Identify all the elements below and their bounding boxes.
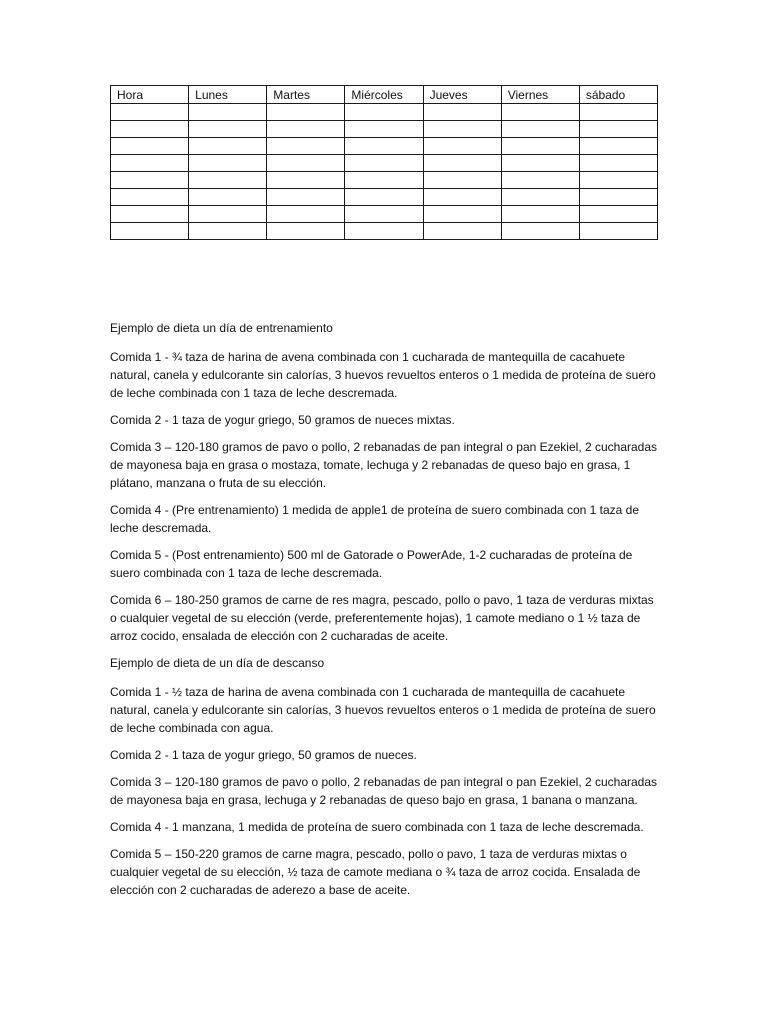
table-cell bbox=[189, 138, 267, 155]
table-cell bbox=[189, 189, 267, 206]
rest-meal-5: Comida 5 – 150-220 gramos de carne magra, pescado, pollo o pavo, 1 taza de verduras mixtas o cualquier vegetal de su elección, ½ taza de camote mediana o ¾ taza de arroz cocida. Ensalada de elección con 2 cucharadas de aderezo a base de aceite. bbox=[110, 847, 641, 897]
table-cell bbox=[579, 189, 657, 206]
table-cell bbox=[345, 172, 423, 189]
weekly-schedule-table bbox=[110, 85, 658, 240]
rest-meal-1: Comida 1 - ½ taza de harina de avena combinada con 1 cucharada de mantequilla de cacahuete natural, canela y edulcorante sin calorías, 3 huevos revueltos enteros o 1 medida de proteína de suero de leche combinada con agua. bbox=[110, 685, 656, 735]
table-row bbox=[111, 172, 658, 189]
table-cell bbox=[267, 155, 345, 172]
table-cell bbox=[423, 223, 501, 240]
table-cell bbox=[111, 104, 189, 121]
table-cell bbox=[111, 155, 189, 172]
table-row bbox=[111, 155, 658, 172]
table-cell bbox=[501, 155, 579, 172]
table-cell bbox=[579, 104, 657, 121]
table-cell bbox=[579, 121, 657, 138]
table-cell bbox=[501, 172, 579, 189]
table-row bbox=[111, 138, 658, 155]
rest-meal-3: Comida 3 – 120-180 gramos de pavo o pollo, 2 rebanadas de pan integral o pan Ezekiel, 2 cucharadas de mayonesa baja en grasa, lechuga y 2 rebanadas de queso bajo en grasa, 1 banana o manzana. bbox=[110, 775, 658, 807]
training-meal-3: Comida 3 – 120-180 gramos de pavo o pollo, 2 rebanadas de pan integral o pan Ezekiel, 2 cucharadas de mayonesa baja en grasa o mostaza, tomate, lechuga y 2 rebanadas de queso bajo en grasa, 1 plátano, manzana o fruta de su elección. bbox=[110, 440, 658, 490]
table-cell bbox=[579, 223, 657, 240]
table-body bbox=[111, 104, 658, 240]
table-cell bbox=[501, 189, 579, 206]
table-cell bbox=[423, 104, 501, 121]
table-cell bbox=[267, 138, 345, 155]
table-cell bbox=[345, 189, 423, 206]
table-cell bbox=[423, 206, 501, 223]
table-cell bbox=[111, 223, 189, 240]
table-cell bbox=[111, 172, 189, 189]
table-cell bbox=[267, 189, 345, 206]
column-header-sabado: sábado bbox=[579, 86, 657, 104]
table-row bbox=[111, 104, 658, 121]
table-row bbox=[111, 223, 658, 240]
table-cell bbox=[423, 138, 501, 155]
table-cell bbox=[579, 155, 657, 172]
table-cell bbox=[423, 172, 501, 189]
table-cell bbox=[423, 189, 501, 206]
column-header-hora: Hora bbox=[111, 86, 189, 104]
table-cell bbox=[189, 223, 267, 240]
rest-meal-4: Comida 4 - 1 manzana, 1 medida de proteína de suero combinada con 1 taza de leche descremada. bbox=[110, 820, 644, 834]
table-cell bbox=[501, 104, 579, 121]
table-cell bbox=[267, 223, 345, 240]
table-cell bbox=[189, 155, 267, 172]
column-header-miercoles: Miércoles bbox=[345, 86, 423, 104]
table-row bbox=[111, 121, 658, 138]
diet-content bbox=[110, 319, 662, 908]
table-cell bbox=[579, 172, 657, 189]
table-cell bbox=[267, 104, 345, 121]
table-cell bbox=[345, 223, 423, 240]
table-cell bbox=[501, 121, 579, 138]
table-cell bbox=[111, 121, 189, 138]
table-cell bbox=[345, 206, 423, 223]
table-cell bbox=[501, 206, 579, 223]
table-row bbox=[111, 189, 658, 206]
table-cell bbox=[267, 172, 345, 189]
table-cell bbox=[189, 172, 267, 189]
column-header-viernes: Viernes bbox=[501, 86, 579, 104]
table-cell bbox=[345, 104, 423, 121]
table-cell bbox=[579, 206, 657, 223]
training-meal-5: Comida 5 - (Post entrenamiento) 500 ml de Gatorade o PowerAde, 1-2 cucharadas de proteína de suero combinada con 1 taza de leche descremada. bbox=[110, 548, 633, 580]
table-row bbox=[111, 206, 658, 223]
table-cell bbox=[501, 138, 579, 155]
table-cell bbox=[189, 104, 267, 121]
table-cell bbox=[345, 138, 423, 155]
table-cell bbox=[423, 121, 501, 138]
training-day-heading: Ejemplo de dieta un día de entrenamiento bbox=[110, 321, 333, 335]
training-meal-2: Comida 2 - 1 taza de yogur griego, 50 gramos de nueces mixtas. bbox=[110, 413, 455, 427]
table-header-row bbox=[111, 86, 658, 104]
table-cell bbox=[111, 138, 189, 155]
training-meal-4: Comida 4 - (Pre entrenamiento) 1 medida de apple1 de proteína de suero combinada con 1 taza de leche descremada. bbox=[110, 503, 639, 535]
column-header-jueves: Jueves bbox=[423, 86, 501, 104]
training-meal-1: Comida 1 - ¾ taza de harina de avena combinada con 1 cucharada de mantequilla de cacahuete natural, canela y edulcorante sin calorías, 3 huevos revueltos enteros o 1 medida de proteína de suero de leche combinada con 1 taza de leche descremada. bbox=[110, 350, 656, 400]
training-meal-6: Comida 6 – 180-250 gramos de carne de res magra, pescado, pollo o pavo, 1 taza de verduras mixtas o cualquier vegetal de su elección (verde, preferentemente hojas), 1 camote mediano o 1 ½ taza de arroz cocido, ensalada de elección con 2 cucharadas de aceite. bbox=[110, 593, 654, 643]
table-cell bbox=[267, 206, 345, 223]
rest-meal-2: Comida 2 - 1 taza de yogur griego, 50 gramos de nueces. bbox=[110, 748, 417, 762]
table-cell bbox=[423, 155, 501, 172]
table-cell bbox=[111, 189, 189, 206]
table-cell bbox=[345, 155, 423, 172]
table-cell bbox=[267, 121, 345, 138]
table-cell bbox=[501, 223, 579, 240]
column-header-lunes: Lunes bbox=[189, 86, 267, 104]
column-header-martes: Martes bbox=[267, 86, 345, 104]
table-cell bbox=[189, 121, 267, 138]
table-cell bbox=[345, 121, 423, 138]
table-cell bbox=[111, 206, 189, 223]
table-cell bbox=[189, 206, 267, 223]
table-cell bbox=[579, 138, 657, 155]
rest-day-heading: Ejemplo de dieta de un día de descanso bbox=[110, 656, 325, 670]
